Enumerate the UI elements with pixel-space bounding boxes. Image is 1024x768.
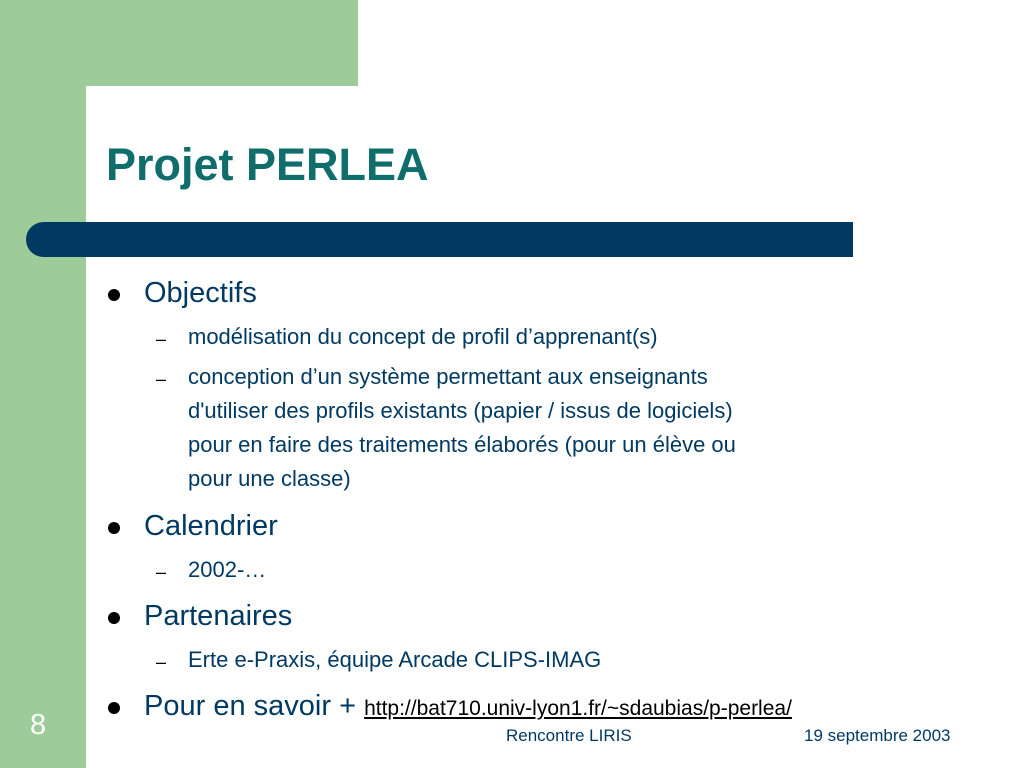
footer-date: 19 septembre 2003 bbox=[804, 726, 951, 745]
sub-bullet-dash: – bbox=[156, 652, 167, 672]
sub-bullet-dash: – bbox=[156, 369, 167, 389]
footer-event: Rencontre LIRIS bbox=[506, 726, 632, 745]
savoir-label: Pour en savoir bbox=[144, 690, 331, 722]
bullet-savoir bbox=[144, 689, 792, 726]
sub-bullet-objectif-2-line-3: pour en faire des traitements élaborés (pour un élève ou bbox=[188, 432, 736, 457]
sub-bullet-dash: – bbox=[156, 329, 167, 349]
perlea-link[interactable]: http://bat710.univ-lyon1.fr/~sdaubias/p-perlea/ bbox=[364, 697, 792, 720]
bullet-calendrier: Calendrier bbox=[144, 510, 278, 542]
slide-title: Projet PERLEA bbox=[106, 139, 429, 190]
sub-bullet-objectif-1: modélisation du concept de profil d’apprenant(s) bbox=[188, 324, 658, 349]
bullet-dot bbox=[108, 702, 120, 714]
sub-bullet-objectif-2-line-2: d'utiliser des profils existants (papier / issus de logiciels) bbox=[188, 398, 733, 423]
bullet-dot bbox=[108, 289, 120, 301]
sub-bullet-dash: – bbox=[156, 562, 167, 582]
bullet-dot bbox=[108, 612, 120, 624]
savoir-plus: + bbox=[339, 690, 356, 722]
bullet-objectifs: Objectifs bbox=[144, 277, 257, 309]
sub-bullet-objectif-2-line-4: pour une classe) bbox=[188, 466, 351, 491]
bullet-dot bbox=[108, 522, 120, 534]
sub-bullet-partenaires-1: Erte e-Praxis, équipe Arcade CLIPS-IMAG bbox=[188, 647, 602, 672]
bullet-partenaires: Partenaires bbox=[144, 600, 293, 632]
sub-bullet-calendrier-1: 2002-… bbox=[188, 557, 267, 582]
sub-bullet-objectif-2-line-1: conception d’un système permettant aux enseignants bbox=[188, 364, 708, 389]
slide-number: 8 bbox=[30, 709, 47, 741]
